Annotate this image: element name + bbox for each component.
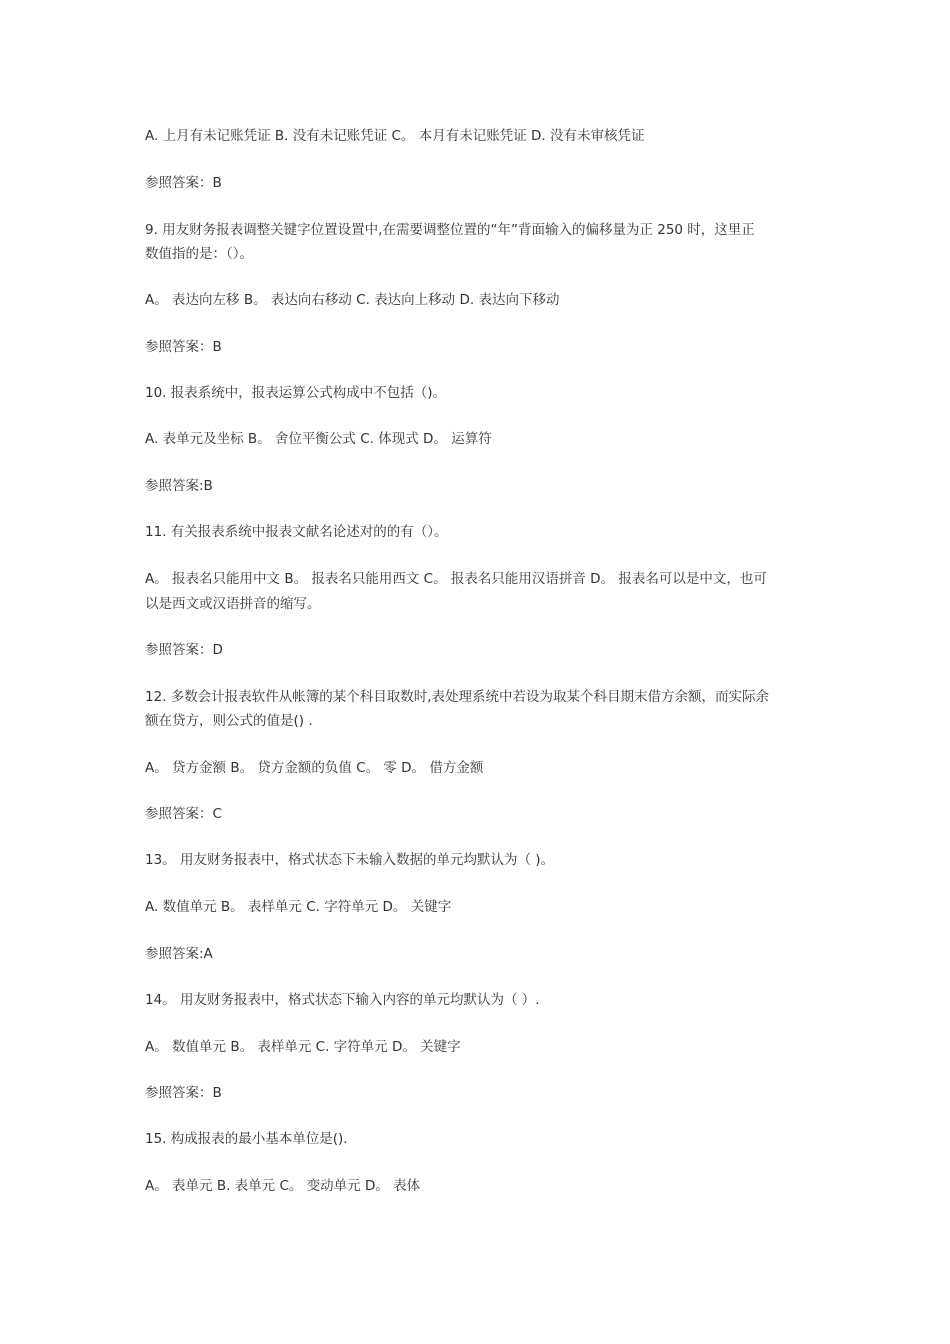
question-line: 15. 构成报表的最小基本单位是(). xyxy=(145,1131,348,1147)
option-line: A。 数值单元 B。 表样单元 C. 字符单元 D。 关键字 xyxy=(145,1039,461,1055)
question-line: 13。 用友财务报表中，格式状态下未输入数据的单元均默认为（ )。 xyxy=(145,852,555,868)
answer-line: 参照答案：C xyxy=(145,806,222,822)
question-line: 10. 报表系统中，报表运算公式构成中不包括（)。 xyxy=(145,385,447,401)
option-line: A。 表达向左移 B。 表达向右移动 C. 表达向上移动 D. 表达向下移动 xyxy=(145,292,560,308)
answer-line: 参照答案：B xyxy=(145,339,222,355)
question-line: 12. 多数会计报表软件从帐簿的某个科目取数时,表处理系统中若设为取某个科目期末借方余额，而实际余 xyxy=(145,689,770,705)
option-line: A。 表单元 B. 表单元 C。 变动单元 D。 表体 xyxy=(145,1178,421,1194)
question-line: 14。 用友财务报表中，格式状态下输入内容的单元均默认为（ ）. xyxy=(145,992,540,1008)
answer-line: 参照答案：B xyxy=(145,175,222,191)
option-line: A。 报表名只能用中文 B。 报表名只能用西文 C。 报表名只能用汉语拼音 D。 报表名可以是中文，也可 xyxy=(145,571,767,587)
answer-line: 参照答案:A xyxy=(145,946,213,962)
question-line-cont: 额在贷方，则公式的值是() . xyxy=(145,713,313,729)
question-line-cont: 数值指的是：（）。 xyxy=(145,246,253,262)
option-line: A. 上月有未记账凭证 B. 没有未记账凭证 C。 本月有未记账凭证 D. 没有未审核凭证 xyxy=(145,128,645,144)
option-line: A. 数值单元 B。 表样单元 C. 字符单元 D。 关键字 xyxy=(145,899,452,915)
option-line: A。 贷方金额 B。 贷方金额的负值 C。 零 D。 借方金额 xyxy=(145,760,484,776)
option-line-cont: 以是西文或汉语拼音的缩写。 xyxy=(145,596,321,612)
answer-line: 参照答案：B xyxy=(145,1085,222,1101)
option-line: A. 表单元及坐标 B。 舍位平衡公式 C. 体现式 D。 运算符 xyxy=(145,431,492,447)
question-line: 11. 有关报表系统中报表文献名论述对的的有（）。 xyxy=(145,524,448,540)
question-line: 9. 用友财务报表调整关键字位置设置中,在需要调整位置的“年”背面输入的偏移量为正 250 时，这里正 xyxy=(145,222,755,238)
answer-line: 参照答案：D xyxy=(145,642,223,658)
answer-line: 参照答案:B xyxy=(145,478,213,494)
